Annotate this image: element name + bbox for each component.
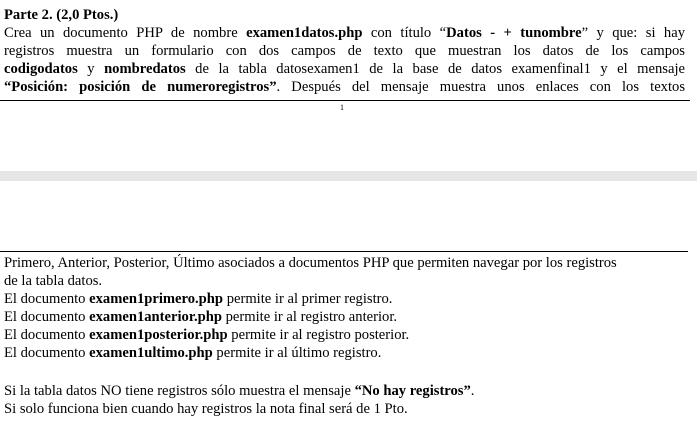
- paragraph-line-2: registros muestra un formulario con dos campos de texto que muestran los datos de los campos: [4, 43, 685, 59]
- section-heading: Parte 2. (2,0 Ptos.): [4, 7, 119, 23]
- header-rule: [0, 251, 688, 252]
- paragraph-line-3: codigodatos y nombredatos de la tabla datosexamen1 de la base de datos examenfinal1 y el mensaje: [4, 61, 685, 77]
- footer-rule: [0, 100, 690, 101]
- page-gap: [0, 171, 697, 181]
- list-item: El documento examen1posterior.php permite ir al registro posterior.: [4, 327, 410, 343]
- list-item: El documento examen1anterior.php permite ir al registro anterior.: [4, 309, 398, 325]
- list-item: El documento examen1ultimo.php permite ir al último registro.: [4, 345, 382, 361]
- list-item: El documento examen1primero.php permite ir al primer registro.: [4, 291, 393, 307]
- paragraph-line-4: “Posición: posición de numeroregistros”. Después del mensaje muestra unos enlaces con los textos: [4, 79, 685, 95]
- paragraph-line-5: Primero, Anterior, Posterior, Último asociados a documentos PHP que permiten navegar por los registros: [4, 255, 617, 271]
- page-number: 1: [340, 103, 344, 112]
- grading-note: Si solo funciona bien cuando hay registros la nota final será de 1 Pto.: [4, 401, 408, 417]
- no-records-line: Si la tabla datos NO tiene registros sólo muestra el mensaje “No hay registros”.: [4, 383, 475, 399]
- paragraph-line-1: Crea un documento PHP de nombre examen1datos.php con título “Datos - + tunombre” y que: si hay: [4, 25, 685, 41]
- paragraph-line-6: de la tabla datos.: [4, 273, 103, 289]
